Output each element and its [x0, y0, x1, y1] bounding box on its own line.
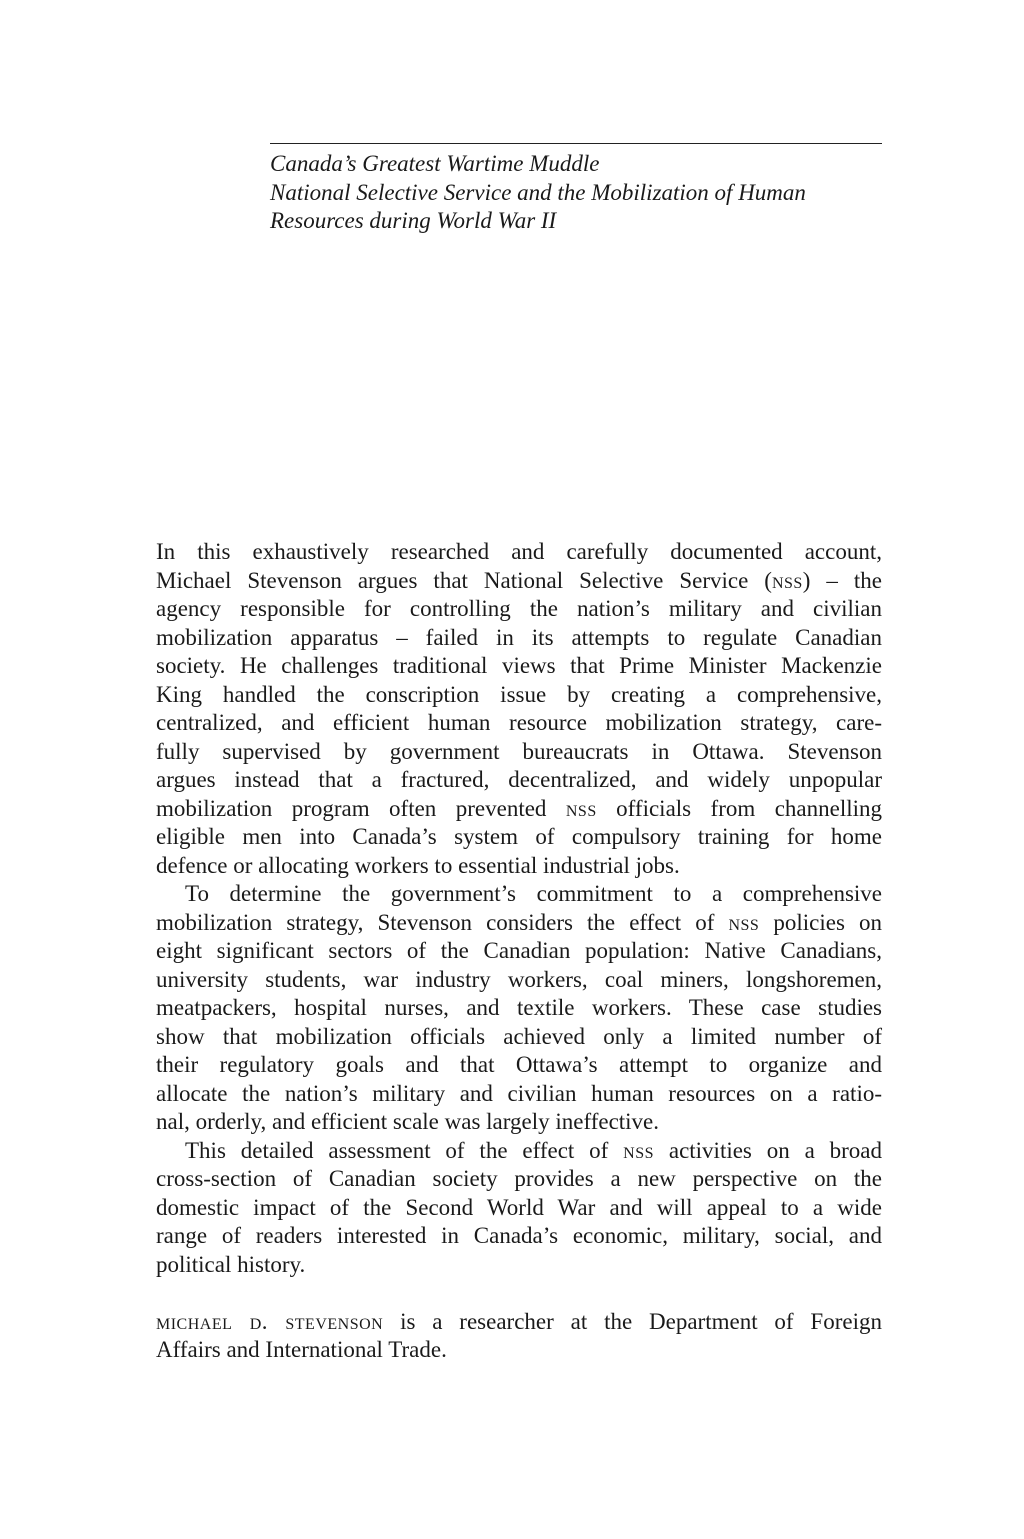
author-bio-line: Affairs and International Trade. — [156, 1337, 447, 1362]
paragraph-line: argues instead that a fractured, decentralized, and widely unpopular — [156, 767, 882, 792]
nss-abbreviation: nss — [728, 909, 760, 935]
subtitle-line: Resources during World War II — [270, 208, 557, 233]
book-description — [156, 538, 882, 1365]
paragraph-line: mobilization apparatus – failed in its attempts to regulate Canadian — [156, 624, 882, 650]
nss-abbreviation: nss — [623, 1137, 655, 1163]
paragraph-line: In this exhaustively researched and carefully documented account, — [156, 539, 882, 564]
paragraph-line: This detailed assessment of the effect of nss activities on a broad — [185, 1137, 882, 1163]
nss-abbreviation: nss — [771, 567, 803, 593]
paragraph-line: agency responsible for controlling the nation’s military and civilian — [156, 596, 882, 621]
author-bio-line: michael d. stevenson is a researcher at the Department of Foreign — [156, 1308, 882, 1334]
paragraph-line: nal, orderly, and efficient scale was largely ineffective. — [156, 1109, 660, 1134]
paragraph-line: university students, war industry workers, coal miners, longshoremen, — [156, 966, 882, 992]
paragraph-line: meatpackers, hospital nurses, and textile workers. These case studies — [156, 995, 882, 1020]
paragraph-line: Michael Stevenson argues that National Selective Service (nss) – the — [156, 567, 882, 593]
paragraph-line: range of readers interested in Canada’s economic, military, social, and — [156, 1223, 882, 1248]
paragraph-line: To determine the government’s commitment to a comprehensive — [185, 881, 882, 906]
title-rule — [270, 143, 882, 144]
author-name: michael d. stevenson — [156, 1308, 384, 1334]
title-line: Canada’s Greatest Wartime Muddle — [270, 151, 600, 176]
paragraph-line: show that mobilization officials achieved only a limited number of — [156, 1023, 882, 1049]
paragraph-line: society. He challenges traditional views that Prime Minister Mackenzie — [156, 653, 882, 678]
paragraph-line: political history. — [156, 1251, 306, 1277]
paragraph-line: fully supervised by government bureaucrats in Ottawa. Stevenson — [156, 738, 882, 764]
paragraph-line: allocate the nation’s military and civilian human resources on a ratio- — [156, 1080, 882, 1106]
nss-abbreviation: nss — [565, 795, 597, 821]
paragraph-line: defence or allocating workers to essential industrial jobs. — [156, 852, 680, 878]
paragraph-line: cross-section of Canadian society provides a new perspective on the — [156, 1166, 882, 1191]
paragraph-line: mobilization strategy, Stevenson considers the effect of nss policies on — [156, 909, 882, 935]
paragraph-line: centralized, and efficient human resource mobilization strategy, care- — [156, 710, 882, 735]
paragraph-line: eight significant sectors of the Canadian population: Native Canadians, — [156, 938, 882, 963]
section-spacer — [156, 1279, 882, 1308]
paragraph-line: eligible men into Canada’s system of compulsory training for home — [156, 824, 882, 849]
paragraph-line: King handled the conscription issue by creating a comprehensive, — [156, 681, 882, 707]
paragraph-line: their regulatory goals and that Ottawa’s attempt to organize and — [156, 1052, 882, 1077]
paragraph-line: domestic impact of the Second World War and will appeal to a wide — [156, 1194, 882, 1220]
paragraph-line: mobilization program often prevented nss officials from channelling — [156, 795, 882, 821]
book-title — [270, 150, 890, 236]
subtitle-line: National Selective Service and the Mobilization of Human — [270, 179, 806, 205]
